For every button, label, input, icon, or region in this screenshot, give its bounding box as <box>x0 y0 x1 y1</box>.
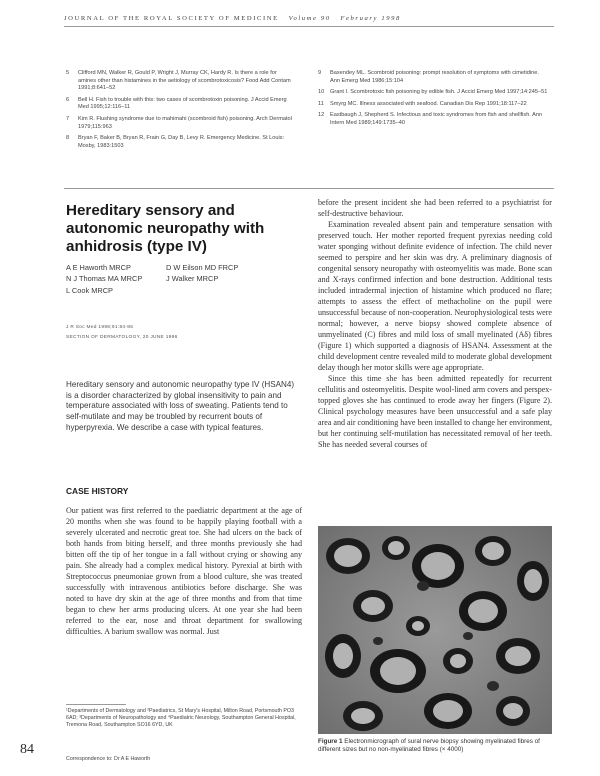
reference-item: 7 Kim R. Flushing syndrome due to mahimahi (scombroid fish) poisoning. Arch Dermatol 1979;115:963 <box>66 115 292 130</box>
section-line: SECTION OF DERMATOLOGY, 20 JUNE 1996 <box>66 335 178 340</box>
references-rule <box>64 188 554 189</box>
reference-item: 9 Baxendey ML. Scombroid poisoning: prompt resolution of symptoms with cimetidine. Ann Emerg Med 1986;15:104 <box>318 70 539 84</box>
reference-item: 6 Bell H. Fish to trouble with this: two cases of scombrotoxin poisoning. J Accid Emerg Med 1995;12:116–11 <box>66 96 287 111</box>
page-number: 84 <box>20 742 34 757</box>
reference-item: 10 Grant I. Scombrotoxic fish poisoning by edible fish. J Accid Emerg Med 1997;14:245–51 <box>318 89 548 96</box>
author: A E Haworth MRCP <box>66 263 131 272</box>
reference-item: 5 Clifford MN, Walker R, Gould P, Wright J, Murray CK, Hardy R. Is there a role for amines other than histamines in the aetiology of scombrotoxicosis? Food Add Contam 1991;8:641–52 <box>66 70 291 92</box>
article-title: Hereditary sensory and autonomic neuropathy with anhidrosis (type IV) <box>66 202 265 255</box>
header-rule <box>64 26 554 27</box>
reference-item: 12 Eastbaugh J, Shepherd S. Infectious and toxic syndromes from fish and shellfish. Ann Intern Med 1989;149:1735–40 <box>318 112 543 126</box>
correspondence-note: Correspondence to: Dr A E Haworth <box>66 756 151 762</box>
footnote-rule <box>66 704 126 705</box>
affiliation-footnote: ¹Departments of Dermatology and ²Paediatrics, St Mary's Hospital, Milton Road, Portsmouth PO3 6AD; ³Departments of Neuropathology and ⁴Paediatric Neurology, Southampton General Hospital, Tremona Road, Southampton SO16 6YD, UK <box>66 708 296 729</box>
author: N J Thomas MA MRCP <box>66 274 143 284</box>
author: L Cook MRCP <box>66 285 113 295</box>
figure-label: Figure 1 <box>318 738 343 745</box>
paragraph: Since this time she has been admitted repeatedly for recurrent cellulitis and osteomyelitis. Despite wool-lined arm covers and perspex-topped gloves she has continued to erode away her fingers (Figure 2). Clinical psychology measures have been unsuccessful and a safe play area and air conditioning have been installed to change her environment, but her continuing self-mutilation has necessitated removal of her teeth. She has needed several courses of <box>318 374 552 449</box>
author-list <box>66 262 306 296</box>
article-meta <box>66 323 306 343</box>
reference-item: 8 Bryan F, Baker B, Bryan R, Frain G, Day B, Levy R. Emergency Medicine. St Louis: Mosby, 1983:1503 <box>66 135 285 149</box>
author: D W Eilson MD FRCP <box>166 263 239 272</box>
figure-caption-text: Electronmicrograph of sural nerve biopsy showing myelinated fibres of different sizes but no non-myelinated fibres (× 4000) <box>318 738 540 754</box>
author: J Walker MRCP <box>166 274 219 284</box>
citation-line: J R Soc Med 1998;91:84-86 <box>66 325 134 330</box>
figure-micrograph <box>318 526 552 734</box>
reference-item: 11 Smyrg MC. Illness associated with seafood. Canadian Dis Rep 1991;18:117–22 <box>318 100 527 107</box>
references-left <box>66 70 296 154</box>
running-header <box>64 15 564 22</box>
section-heading: CASE HISTORY <box>66 486 129 496</box>
body-text-right <box>318 197 552 450</box>
micrograph-image <box>318 526 552 734</box>
references-right <box>318 70 548 132</box>
case-history-text-left: Our patient was first referred to the paediatric department at the age of 20 months when she was found to be happily playing football with a severely ulcerated and necrotic great toe. She had ulcers on the back of both hands from biting herself, and three months previously she had bitten off the tip of her tongue in a fall without crying or showing any pain. She already had a complex medical history. Pyrexial at birth with Streptococcus pneumoniae grown from a blood culture, she was treated successfully with intravenous antibiotics before discharge. She was noted to have dry skin at the age of three months and from that time began to chew her arms producing ulcers. At one year she had been referred to the ear, nose and throat department for swallowing difficulties. A barium swallow was normal. Just <box>66 506 302 636</box>
journal-date: February 1998 <box>340 15 401 22</box>
paragraph: Examination revealed absent pain and temperature sensation with preserved touch. Her mother reported frequent pyrexias needing cold water sponging without definite evidence of infection. The child never seemed to perspire and her skin was dry. A preliminary diagnosis of congenital sensory neuropathy with osteomyelitis was made. Bone scan and X-rays confirmed infection and bone destruction. Additional tests included intradermal injection of histamine which produced no flare; attempts to assess the effect of methacholine on the pupil were unsuccessful because of non-cooperation. Neurophysiological tests were normal; however, a nerve biopsy showed complete absence of unmyelinated (C) fibres and mild loss of small myelinated (Aδ) fibres (Figure 1) which supported a diagnosis of HSAN4. Assessment at the child development centre revealed mild to moderate global development delay though her motor skills were age appropriate. <box>318 220 552 372</box>
figure-caption <box>318 738 552 754</box>
journal-name: JOURNAL OF THE ROYAL SOCIETY OF MEDICINE <box>64 15 279 22</box>
journal-volume: Volume 90 <box>288 15 331 22</box>
paragraph: before the present incident she had been referred to a psychiatrist for self-destructive behaviour. <box>318 198 552 218</box>
abstract: Hereditary sensory and autonomic neuropathy type IV (HSAN4) is a disorder characterized by global insensitivity to pain and temperature associated with loss of sweating. Patients tend to self-mutilate and may be troubled by recurrent bouts of hyperpyrexia. We describe a case with typical features. <box>66 380 295 432</box>
